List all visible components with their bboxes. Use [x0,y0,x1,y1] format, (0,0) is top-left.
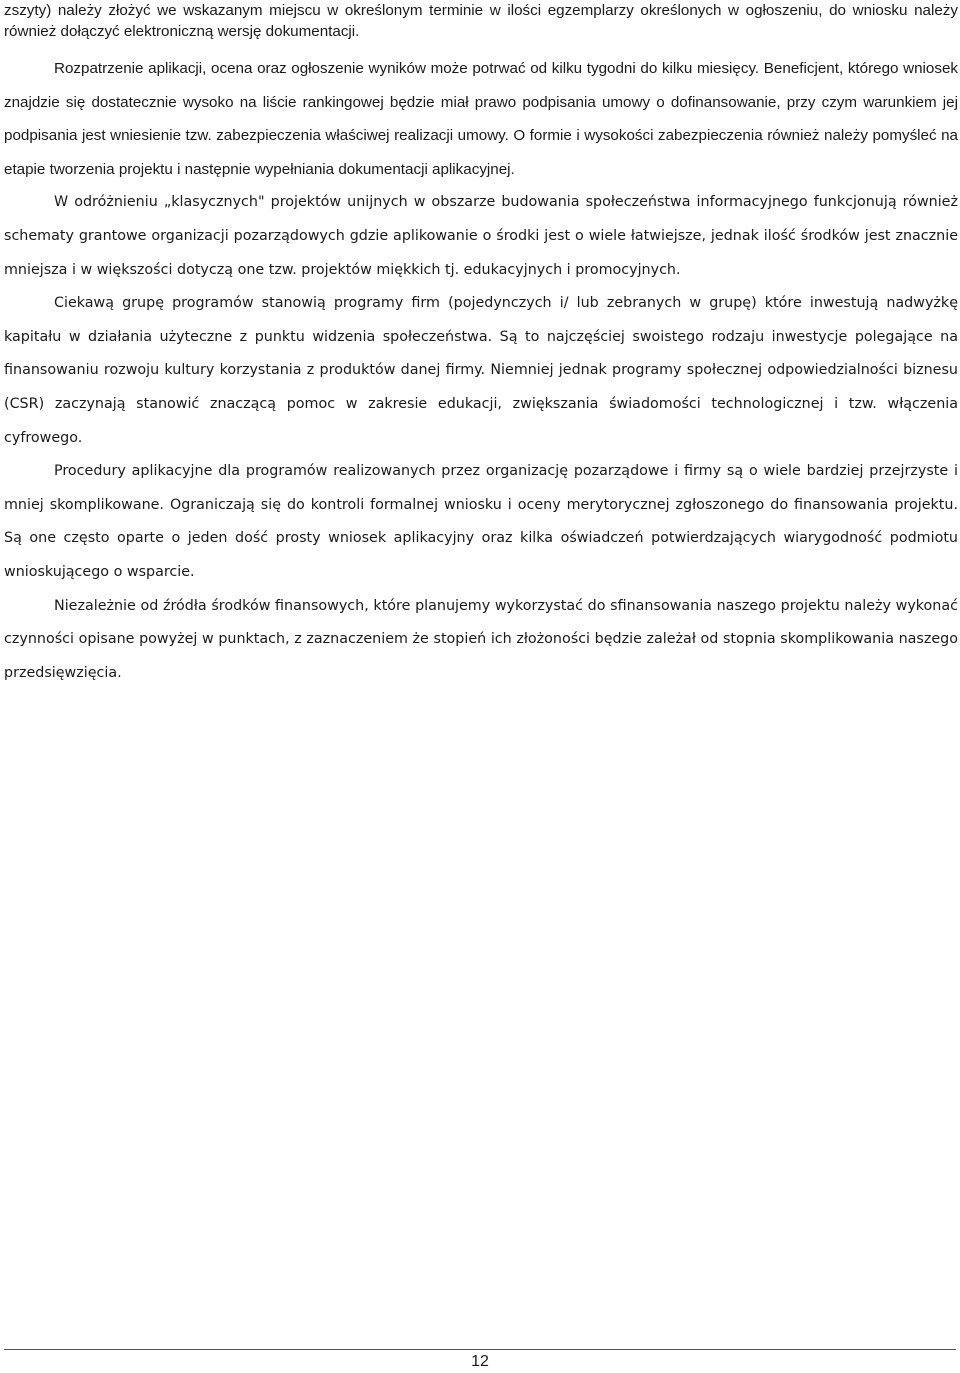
paragraph-5: Procedury aplikacyjne dla programów realizowanych przez organizację pozarządowe i firmy są o wiele bardziej przejrzyste i mniej skomplikowane. Ograniczają się do kontroli formalnej wniosku i oceny merytorycznej zgłoszonego do finansowania projektu. Są one często oparte o jeden dość prosty wniosek aplikacyjny oraz kilka oświadczeń potwierdzających wiarygodność podmiotu wnioskującego o wsparcie. [4,463,958,580]
paragraph-1: zszyty) należy złożyć we wskazanym miejscu w określonym terminie w ilości egzemplarzy określonych w ogłoszeniu, do wniosku należy również dołączyć elektroniczną wersję dokumentacji. [4,2,958,40]
footer-divider [4,1349,956,1350]
paragraph-4: Ciekawą grupę programów stanowią programy firm (pojedynczych i/ lub zebranych w grupę) które inwestują nadwyżkę kapitału w działania użyteczne z punktu widzenia społeczeństwa. Są to najczęściej swoistego rodzaju inwestycje polegające na finansowaniu rozwoju kultury korzystania z produktów danej firmy. Niemniej jednak programy społecznej odpowiedzialności biznesu (CSR) zaczynają stanowić znaczącą pomoc w zakresie edukacji, zwiększania świadomości technologicznej i tzw. włączenia cyfrowego. [4,295,958,446]
page-number: 12 [471,1353,489,1370]
document-body [4,0,958,690]
paragraph-3: W odróżnieniu „klasycznych" projektów unijnych w obszarze budowania społeczeństwa informacyjnego funkcjonują również schematy grantowe organizacji pozarządowych gdzie aplikowanie o środki jest o wiele łatwiejsze, jednak ilość środków jest znacznie mniejsza i w większości dotyczą one tzw. projektów miękkich tj. edukacyjnych i promocyjnych. [4,194,958,278]
paragraph-2: Rozpatrzenie aplikacji, ocena oraz ogłoszenie wyników może potrwać od kilku tygodni do kilku miesięcy. Beneficjent, którego wniosek znajdzie się dostatecznie wysoko na liście rankingowej będzie miał prawo podpisania umowy o dofinansowanie, przy czym warunkiem jej podpisania jest wniesienie tzw. zabezpieczenia właściwej realizacji umowy. O formie i wysokości zabezpieczenia również należy pomyśleć na etapie tworzenia projektu i następnie wypełniania dokumentacji aplikacyjnej. [4,60,958,178]
paragraph-6: Niezależnie od źródła środków finansowych, które planujemy wykorzystać do sfinansowania naszego projektu należy wykonać czynności opisane powyżej w punktach, z zaznaczeniem że stopień ich złożoności będzie zależał od stopnia skomplikowania naszego przedsięwzięcia. [4,597,958,681]
